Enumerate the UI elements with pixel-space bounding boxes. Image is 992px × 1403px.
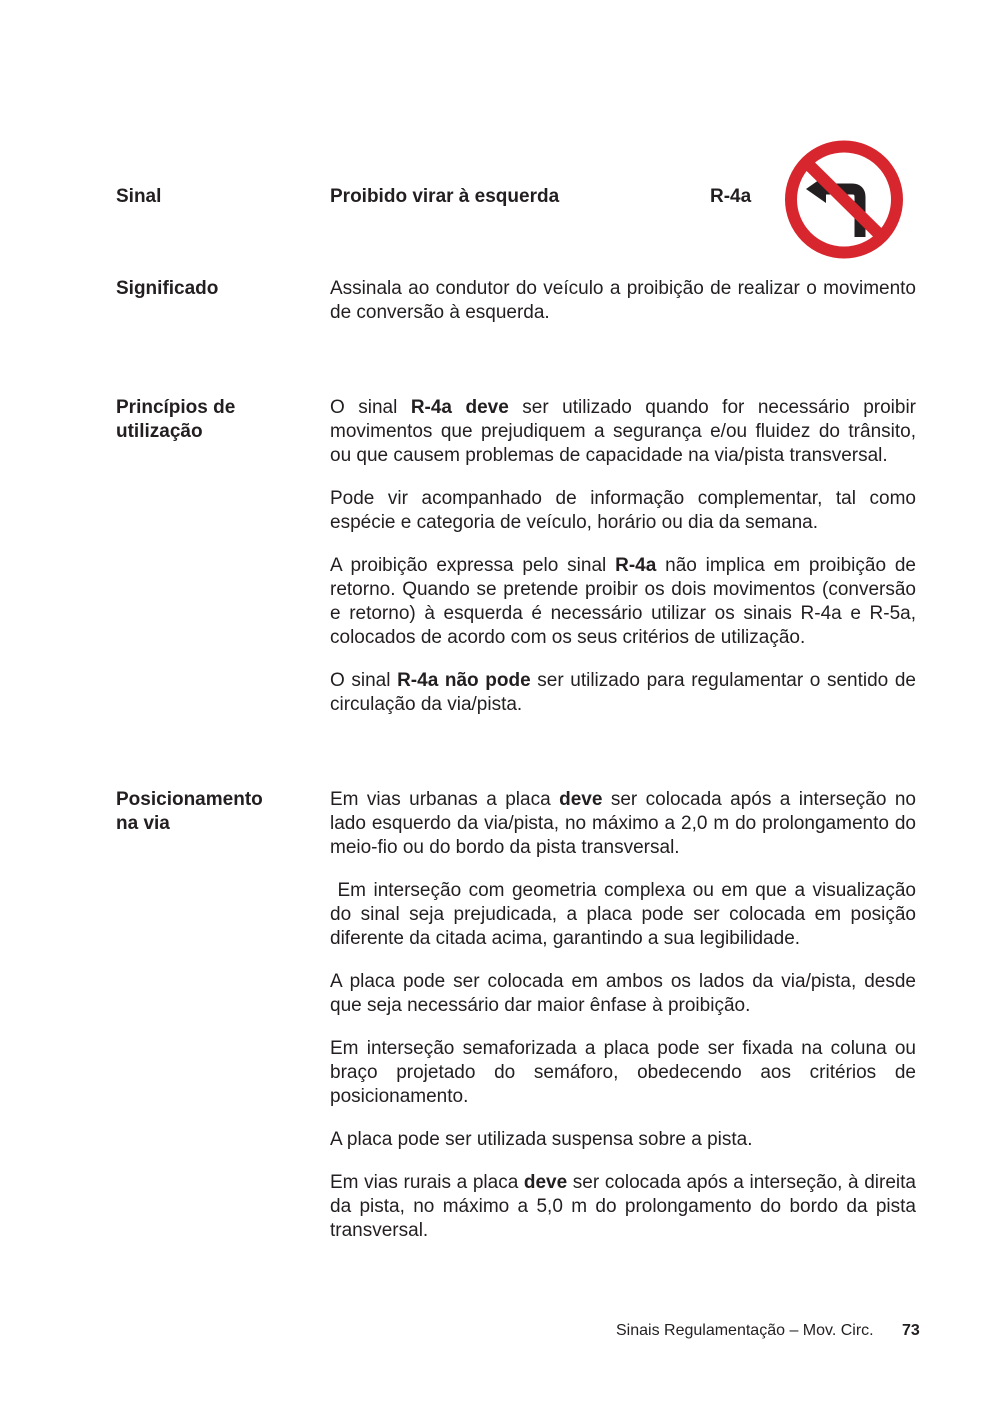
significado-content <box>330 277 916 325</box>
section-label-principios <box>116 396 235 444</box>
label-line: na via <box>116 813 170 834</box>
paragraph: Pode vir acompanhado de informação complementar, tal como espécie e categoria de veículo, horário ou dia da semana. <box>330 488 916 533</box>
page-number: 73 <box>902 1322 920 1339</box>
sign-code: R-4a <box>710 186 752 207</box>
section-label-posicionamento <box>116 788 263 836</box>
no-left-turn-sign-icon <box>782 139 906 260</box>
paragraph: O sinal R-4a não pode ser utilizado para regulamentar o sentido de circulação da via/pista. <box>330 670 916 715</box>
section-label-sinal: Sinal <box>116 186 162 207</box>
paragraph: A proibição expressa pelo sinal R-4a não implica em proibição de retorno. Quando se pretende proibir os dois movimentos (conversão e retorno) à esquerda é necessário utilizar os sinais R-4a e R-5a, colocados de acordo com os seus critérios de utilização. <box>330 555 916 648</box>
label-line: Princípios de <box>116 397 236 418</box>
paragraph: O sinal R-4a deve ser utilizado quando for necessário proibir movimentos que prejudiquem a segurança e/ou fluidez do trânsito, ou que causem problemas de capacidade na via/pista transversal. <box>330 397 916 466</box>
paragraph: A placa pode ser colocada em ambos os lados da via/pista, desde que seja necessário dar maior ênfase à proibição. <box>330 971 916 1016</box>
paragraph: A placa pode ser utilizada suspensa sobre a pista. <box>330 1129 753 1150</box>
paragraph: Em vias urbanas a placa deve ser colocada após a interseção no lado esquerdo da via/pista, no máximo a 2,0 m do prolongamento do meio-fio ou do bordo da pista transversal. <box>330 789 916 858</box>
label-line: utilização <box>116 421 203 442</box>
section-label-significado: Significado <box>116 278 219 299</box>
posicionamento-content <box>330 788 922 1243</box>
sign-title: Proibido virar à esquerda <box>330 186 560 207</box>
significado-text: Assinala ao condutor do veículo a proibição de realizar o movimento de conversão à esquerda. <box>330 278 916 323</box>
label-line: Posicionamento <box>116 789 263 810</box>
paragraph: Em vias rurais a placa deve ser colocada após a interseção, à direita da pista, no máximo a 5,0 m do prolongamento do bordo da pista transversal. <box>330 1172 916 1241</box>
paragraph: Em interseção semaforizada a placa pode ser fixada na coluna ou braço projetado do semáforo, obedecendo aos critérios de posicionamento. <box>330 1038 916 1107</box>
paragraph: Em interseção com geometria complexa ou em que a visualização do sinal seja prejudicada, a placa pode ser colocada em posição diferente da citada acima, garantindo a sua legibilidade. <box>330 880 922 949</box>
footer-section-title: Sinais Regulamentação – Mov. Circ. <box>616 1322 874 1339</box>
principios-content <box>330 396 916 717</box>
